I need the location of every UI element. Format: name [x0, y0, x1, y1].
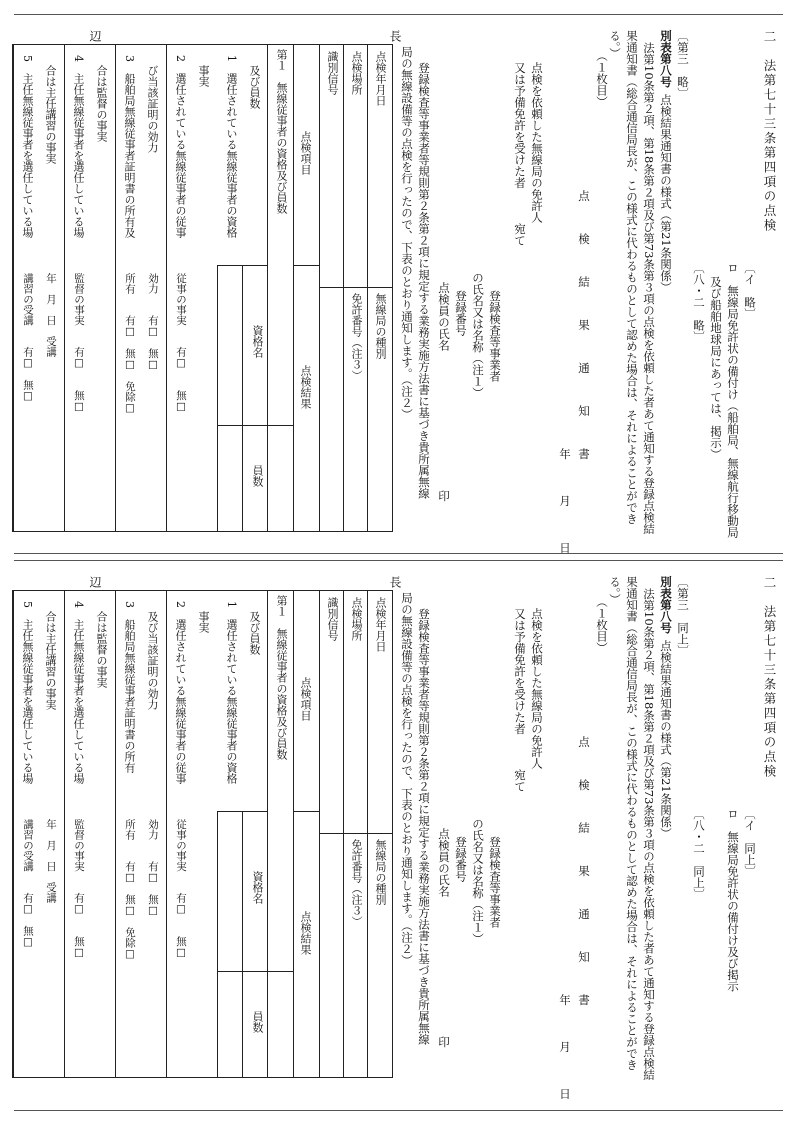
item-t1: 主任無線従事者を選任している場	[72, 73, 85, 238]
long-side-label: 長	[388, 30, 402, 42]
row-divider	[64, 591, 65, 1077]
row-divider	[115, 45, 116, 531]
sender-line-2: の氏名又は名称（注１）	[471, 818, 485, 945]
item-r1: 所有 有□ 無□ 免除□	[124, 273, 136, 414]
row-divider	[13, 591, 14, 1077]
item-t1: 主任無線従事者を選任している場	[21, 73, 34, 238]
row-divider	[166, 45, 167, 531]
notice-line-2: 局の無線設備等の点検を行ったので、下表のとおり通知します。（注２）	[400, 46, 414, 420]
intro-line-3: る。）	[608, 576, 622, 605]
form-heading	[659, 30, 673, 292]
item-no: 1	[225, 601, 238, 608]
notice-title: 点 検 結 果 通 知 書	[577, 190, 591, 470]
heading-item-ro-cont: 及び船舶地球局にあっては、掲示）	[709, 276, 723, 460]
item-no: 4	[72, 601, 85, 608]
intro-line-1: 法第10条第２項、第18条第２項及び第73条第３項の点検を依頼した者あて通知する登録点検結	[642, 588, 656, 1081]
item-r1: 監督の事実 有□ 無□	[73, 273, 85, 413]
item-r1: 従事の事実 有□ 無□	[175, 273, 187, 413]
seal-mark: 印	[437, 490, 451, 502]
intro-line-2: 果通知書（総合通信局長が、この様式に代わるものとして認めた場合は、それによることができ	[625, 30, 639, 525]
form-number: 別表第八号	[659, 576, 673, 634]
item-t2: び当該証明の効力	[146, 65, 159, 153]
addressee-line-1: 点検を依頼した無線局の免許人	[530, 62, 544, 223]
notice-line-1: 登録検査等事業者等規則第２条第２項に規定する業務実施方法書に基づき貴所属無線	[417, 608, 431, 1045]
item-t1: 船舶局無線従事者証明書の所有	[123, 619, 136, 773]
item-no: 3	[123, 55, 136, 62]
label-call-sign: 識別信号	[326, 51, 339, 95]
sender-line-2: の氏名又は名称（注１）	[471, 272, 485, 399]
item-t2: 及び員数	[248, 65, 261, 109]
article-heading: 二 法第七十三条第四項の点検	[762, 576, 777, 779]
item-no: 1	[225, 55, 238, 62]
label-call-sign: 識別信号	[326, 597, 339, 641]
label-inspection-place: 点検場所	[350, 51, 363, 95]
item-t1: 主任無線従事者を選任している場	[21, 619, 34, 784]
notice-line-2: 局の無線設備等の点検を行ったので、下表のとおり通知します。（注２）	[400, 592, 414, 966]
sender-line-3: 登録番号	[454, 290, 468, 336]
item-no: 5	[21, 55, 34, 62]
item-t2: 事実	[197, 611, 210, 633]
item-t1: 選任されている無線従事者の従事	[174, 619, 187, 784]
intro-line-2: 果通知書（総合通信局長が、この様式に代わるものとして認めた場合は、それによることができ	[625, 576, 639, 1071]
intro-line-1: 法第10条第２項、第18条第２項及び第73条第３項の点検を依頼した者あて通知する登録点検結	[642, 42, 656, 535]
heading-item-ro: ロ 無線局免許状の備付け（船舶局、無線航行移動局	[726, 262, 740, 538]
long-side-label: 長	[388, 576, 402, 588]
section-bracket: 〔第三 同上〕	[676, 576, 690, 657]
item-r1: 監督の事実 有□ 無□	[73, 819, 85, 959]
section-bracket: 〔第三 略〕	[676, 30, 690, 99]
heading-item-i: 〔イ 同上〕	[743, 808, 757, 877]
item-r1: 所有 有□ 無□ 免除□	[124, 819, 136, 960]
form-heading	[659, 576, 673, 838]
header-inspection-item: 点検項目	[299, 131, 312, 175]
notice-date: 年 月 日	[558, 994, 572, 1112]
edge-label: 辺	[88, 576, 102, 588]
label-license-number: 免許番号（注３）	[350, 839, 363, 927]
item-r2: 効力 有□ 無□	[147, 819, 159, 917]
item-no: 4	[72, 55, 85, 62]
item-t2: 合は監督の事実	[95, 611, 108, 688]
sender-line-4: 点検員の氏名	[437, 828, 451, 897]
notice-date: 年 月 日	[558, 448, 572, 566]
label-inspection-date: 点検年月日	[374, 597, 387, 652]
sender-line-1: 登録検査等事業者	[488, 836, 502, 928]
item-t1: 選任されている無線従事者の資格	[225, 619, 238, 784]
seal-mark: 印	[437, 1036, 451, 1048]
item-t2: 及び員数	[248, 611, 261, 655]
edge-label: 辺	[88, 30, 102, 42]
label-station-type: 無線局の種別	[374, 839, 387, 905]
addressee-line-2: 又は予備免許を受けた者 宛て	[513, 608, 527, 792]
row-divider	[64, 45, 65, 531]
sender-line-3: 登録番号	[454, 836, 468, 882]
addressee-line-1: 点検を依頼した無線局の免許人	[530, 608, 544, 769]
header-qualification: 資格名	[251, 325, 264, 358]
label-inspection-date: 点検年月日	[374, 51, 387, 106]
notice-line-1: 登録検査等事業者等規則第２条第２項に規定する業務実施方法書に基づき貴所属無線	[417, 62, 431, 499]
sender-line-4: 点検員の氏名	[437, 282, 451, 351]
sender-line-1: 登録検査等事業者	[488, 290, 502, 382]
label-station-type: 無線局の種別	[374, 293, 387, 359]
item-r2: 効力 有□ 無□	[147, 273, 159, 371]
heading-item-ro: ロ 無線局免許状の備付け及び掲示	[726, 808, 740, 992]
item-t2: 合は主任講習の事実	[44, 65, 57, 164]
item-t2: 及び当該証明の効力	[146, 611, 159, 710]
form-title: 点検結果通知書の様式（第21条関係）	[659, 639, 673, 839]
notice-title: 点 検 結 果 通 知 書	[577, 736, 591, 1016]
header-qualification: 資格名	[251, 871, 264, 904]
section-1-title: 第１ 無線従事者の資格及び員数	[275, 49, 288, 214]
row-divider	[115, 591, 116, 1077]
heading-item-i: 〔イ 略〕	[743, 262, 757, 320]
header-inspection-item: 点検項目	[299, 677, 312, 721]
sheet-count: （１枚目）	[595, 50, 609, 108]
header-inspection-result: 点検結果	[299, 911, 312, 955]
inspection-table	[12, 44, 393, 532]
section-1-title: 第１ 無線従事者の資格及び員数	[275, 595, 288, 760]
article-heading: 二 法第七十三条第四項の点検	[762, 30, 777, 233]
intro-line-3: る。）	[608, 30, 622, 59]
item-no: 5	[21, 601, 34, 608]
item-t1: 選任されている無線従事者の従事	[174, 73, 187, 238]
heading-item-8-2: 〔八・二 略〕	[692, 262, 706, 343]
header-count: 員数	[251, 1011, 264, 1033]
inspection-table	[12, 590, 393, 1078]
item-t2: 合は監督の事実	[95, 65, 108, 142]
rule-bottom	[14, 1110, 783, 1111]
item-r2: 年 月 日 受講	[45, 273, 57, 357]
item-t2: 合は主任講習の事実	[44, 611, 57, 710]
item-r1: 従事の事実 有□ 無□	[175, 819, 187, 959]
item-t1: 選任されている無線従事者の資格	[225, 73, 238, 238]
panel-after-amendment	[0, 546, 797, 1112]
item-no: 3	[123, 601, 136, 608]
row-divider	[166, 591, 167, 1077]
item-no: 2	[174, 601, 187, 608]
form-number: 別表第八号	[659, 30, 673, 88]
item-t1: 主任無線従事者を選任している場	[72, 619, 85, 784]
label-license-number: 免許番号（注３）	[350, 293, 363, 381]
item-r1: 講習の受講 有□ 無□	[22, 819, 34, 948]
item-r2: 年 月 日 受講	[45, 819, 57, 903]
addressee-line-2: 又は予備免許を受けた者 宛て	[513, 62, 527, 246]
sheet-count: （１枚目）	[595, 596, 609, 654]
item-t2: 事実	[197, 65, 210, 87]
item-no: 2	[174, 55, 187, 62]
header-inspection-result: 点検結果	[299, 365, 312, 409]
form-title: 点検結果通知書の様式（第21条関係）	[659, 93, 673, 293]
heading-item-8-2: 〔八・二 同上〕	[692, 808, 706, 900]
item-t1: 船舶局無線従事者証明書の所有及	[123, 73, 136, 238]
row-divider	[13, 45, 14, 531]
label-inspection-place: 点検場所	[350, 597, 363, 641]
item-r1: 講習の受講 有□ 無□	[22, 273, 34, 402]
header-count: 員数	[251, 465, 264, 487]
